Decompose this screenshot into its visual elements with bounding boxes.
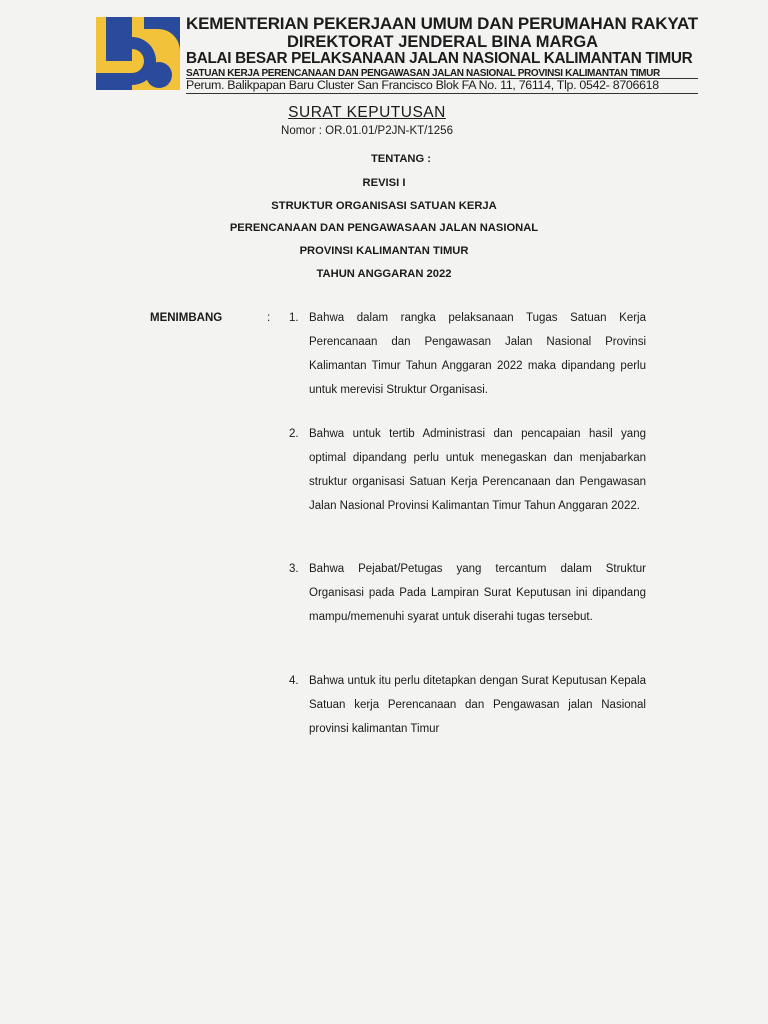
about-label: TENTANG : (370, 153, 432, 165)
considering-item: Bahwa untuk tertib Administrasi dan pencapaian hasil yang optimal dipandang perlu untuk menegaskan dan menjabarkan struktur organisasi Satuan Kerja Perencanaan dan Pengawasan Jalan Nasional Provinsi Kalimantan Timur Tahun Anggaran 2022. (309, 428, 646, 512)
directorate-name: DIREKTORAT JENDERAL BINA MARGA (287, 33, 599, 51)
item-number: 4. (289, 675, 299, 687)
item-number: 2. (289, 428, 299, 440)
considering-item: Bahwa Pejabat/Petugas yang tercantum dalam Struktur Organisasi pada Pada Lampiran Surat Keputusan ini dipandang mampu/memenuhi syarat untuk diserahi tugas tersebut. (309, 563, 646, 623)
office-address: Perum. Balikpapan Baru Cluster San Francisco Blok FA No. 11, 76114, Tlp. 0542- 8706618 (186, 78, 659, 92)
pupr-logo (96, 17, 180, 90)
item-number: 1. (289, 312, 299, 324)
logo-mark (96, 17, 180, 90)
subject-line-1: STRUKTUR ORGANISASI SATUAN KERJA (271, 200, 497, 212)
subject-line-2: PERENCANAAN DAN PENGAWASAAN JALAN NASIONAL (229, 222, 539, 234)
revision-label: REVISI I (362, 177, 406, 189)
unit-name: SATUAN KERJA PERENCANAAN DAN PENGAWASAN JALAN NASIONAL PROVINSI KALIMANTAN TIMUR (186, 68, 660, 79)
item-number: 3. (289, 563, 299, 575)
considering-colon: : (267, 312, 271, 324)
considering-item: Bahwa untuk itu perlu ditetapkan dengan Surat Keputusan Kepala Satuan kerja Perencanaan dan Pengawasan jalan Nasional provinsi kalimantan Timur (309, 675, 646, 735)
document-title: SURAT KEPUTUSAN (288, 104, 446, 121)
header-rule-bottom (186, 93, 698, 94)
ministry-name: KEMENTERIAN PEKERJAAN UMUM DAN PERUMAHAN RAKYAT (186, 14, 698, 33)
subject-line-3: PROVINSI KALIMANTAN TIMUR (299, 245, 469, 257)
document-number: Nomor : OR.01.01/P2JN-KT/1256 (281, 125, 453, 137)
considering-item: Bahwa dalam rangka pelaksanaan Tugas Satuan Kerja Perencanaan dan Pengawasan Jalan Nasional Provinsi Kalimantan Timur Tahun Anggaran 2022 maka dipandang perlu untuk merevisi Struktur Organisasi. (309, 312, 646, 396)
subject-line-4: TAHUN ANGGARAN 2022 (316, 268, 452, 280)
office-name: BALAI BESAR PELAKSANAAN JALAN NASIONAL KALIMANTAN TIMUR (186, 50, 693, 67)
considering-label: MENIMBANG (150, 312, 223, 324)
